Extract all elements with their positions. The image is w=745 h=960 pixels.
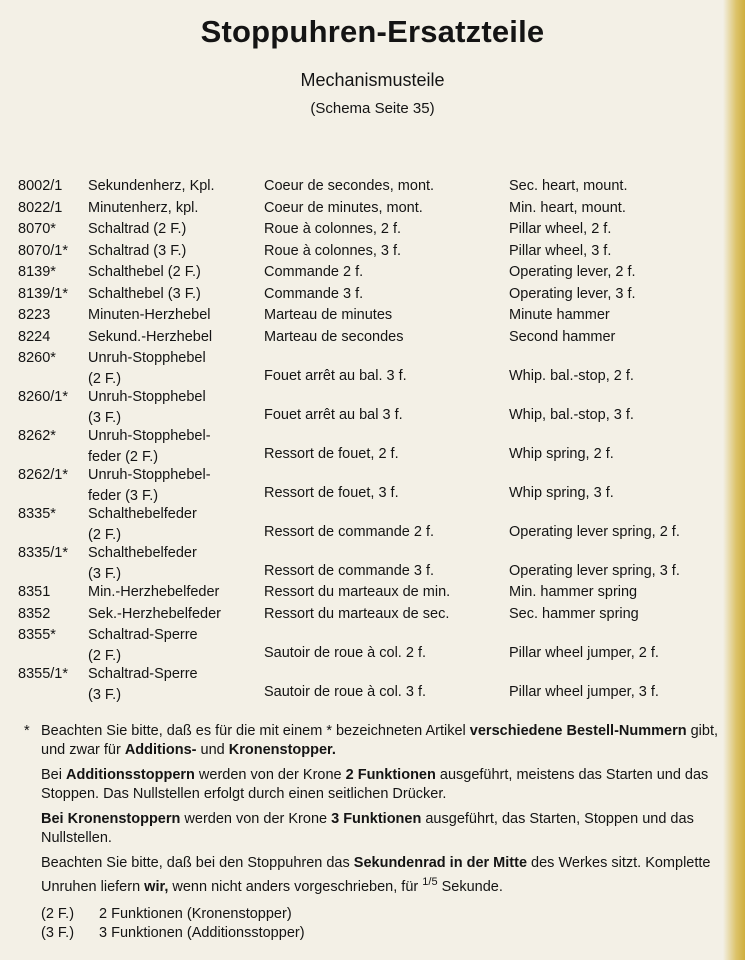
part-name-german-line-1: Schaltrad-Sperre xyxy=(88,666,198,682)
parts-row xyxy=(18,284,730,306)
part-name-german: Minuten-Herzhebel xyxy=(88,307,211,323)
part-name-german-line-1: Unruh-Stopphebel xyxy=(88,389,206,405)
note-1-text xyxy=(24,722,744,760)
part-name-german-line-1: Unruh-Stopphebel- xyxy=(88,467,211,483)
part-number: 8335* xyxy=(18,506,56,522)
note-2-part-c: werden von der Krone xyxy=(194,767,346,783)
note-2-part-a: Bei xyxy=(41,767,66,783)
part-name-german xyxy=(88,426,264,465)
part-name-english: Pillar wheel jumper, 2 f. xyxy=(509,645,659,661)
parts-table xyxy=(18,176,730,703)
note-4-bold-sekundenrad: Sekundenrad in der Mitte xyxy=(353,855,528,871)
part-number: 8262/1* xyxy=(18,467,68,483)
part-number: 8139/1* xyxy=(18,285,68,302)
part-name-german: Schalthebel (3 F.) xyxy=(88,285,201,302)
part-name-german-line-2: (3 F.) xyxy=(88,687,122,703)
note-1-part-c: gibt, und zwar für xyxy=(41,723,719,758)
note-4-part-e: wenn nicht anders vorgeschrieben, für xyxy=(168,878,423,895)
part-name-german xyxy=(88,387,264,426)
note-1-bold-order-numbers: verschiedene Bestell-Nummern xyxy=(469,723,687,739)
note-1-part-a: Beachten Sie bitte, daß es für die mit einem * bezeichneten Artikel xyxy=(41,723,470,739)
note-2-bold-additionsstoppern: Additionsstoppern xyxy=(66,767,195,783)
part-name-french: Roue à colonnes, 3 f. xyxy=(264,242,402,259)
part-name-german: Schaltrad (2 F.) xyxy=(88,221,187,237)
part-name-french: Sautoir de roue à col. 3 f. xyxy=(264,684,427,700)
legend-value: 3 Funktionen (Additionsstopper) xyxy=(99,924,305,941)
note-4-part-f: Sekunde. xyxy=(437,878,503,895)
part-name-english: Whip, bal.-stop, 3 f. xyxy=(509,407,634,423)
part-name-french: Coeur de secondes, mont. xyxy=(264,178,435,194)
parts-row xyxy=(18,664,730,703)
part-name-english: Operating lever, 2 f. xyxy=(509,264,636,280)
part-number: 8352 xyxy=(18,605,51,622)
part-name-german xyxy=(88,348,264,387)
parts-row xyxy=(18,543,730,582)
part-name-french: Ressort de commande 2 f. xyxy=(264,524,435,540)
note-4-part-c: des Werkes sitzt. Komplette Unruhen liefern xyxy=(41,855,711,895)
parts-row xyxy=(18,348,730,387)
parts-row xyxy=(18,582,730,604)
part-name-french: Ressort de commande 3 f. xyxy=(264,563,435,579)
part-name-french: Ressort du marteaux de sec. xyxy=(264,605,450,622)
part-name-french: Commande 3 f. xyxy=(264,285,364,302)
part-name-english: Sec. hammer spring xyxy=(509,605,639,622)
part-name-german: Sekund.-Herzhebel xyxy=(88,328,213,345)
part-name-english: Pillar wheel jumper, 3 f. xyxy=(509,684,659,700)
section-subtitle: Mechanismusteile xyxy=(300,70,445,90)
note-3-bold-3-funktionen: 3 Funktionen xyxy=(331,811,422,827)
function-legend xyxy=(24,905,744,943)
part-number: 8262* xyxy=(18,428,56,444)
parts-row xyxy=(18,604,730,626)
part-number: 8260* xyxy=(18,350,56,366)
part-name-german-line-1: Schalthebelfeder xyxy=(88,506,197,522)
part-number: 8223 xyxy=(18,307,51,323)
part-name-english: Min. hammer spring xyxy=(509,584,638,600)
part-name-german-line-1: Schaltrad-Sperre xyxy=(88,627,198,643)
part-name-german xyxy=(88,543,264,582)
part-name-french: Commande 2 f. xyxy=(264,264,364,280)
parts-row xyxy=(18,219,730,241)
parts-row xyxy=(18,198,730,220)
part-name-german-line-1: Schalthebelfeder xyxy=(88,545,197,561)
note-paragraph-4 xyxy=(24,854,744,897)
note-2-bold-2-funktionen: 2 Funktionen xyxy=(345,767,436,783)
part-name-english: Operating lever, 3 f. xyxy=(509,285,636,302)
parts-row xyxy=(18,625,730,664)
legend-value: 2 Funktionen (Kronenstopper) xyxy=(99,905,292,922)
part-name-german-line-2: (2 F.) xyxy=(88,371,122,387)
parts-row xyxy=(18,305,730,327)
part-name-german-line-2: feder (3 F.) xyxy=(88,488,159,504)
asterisk-marker: * xyxy=(24,723,30,739)
note-4-fraction: 1/5 xyxy=(422,876,438,888)
part-name-french: Fouet arrêt au bal. 3 f. xyxy=(264,368,407,384)
part-name-english: Pillar wheel, 2 f. xyxy=(509,221,612,237)
part-name-german xyxy=(88,625,264,664)
note-paragraph-2 xyxy=(24,766,744,804)
parts-row xyxy=(18,241,730,263)
part-name-german xyxy=(88,504,264,543)
part-number: 8351 xyxy=(18,584,51,600)
part-number: 8335/1* xyxy=(18,545,68,561)
note-3-part-d: ausgeführt, das Starten, Stoppen und das Nullstellen. xyxy=(41,811,694,846)
legend-row xyxy=(41,924,744,943)
parts-row xyxy=(18,262,730,284)
part-name-german-line-2: (3 F.) xyxy=(88,566,122,582)
part-name-german xyxy=(88,664,264,703)
part-number: 8022/1 xyxy=(18,199,63,216)
legend-key: (2 F.) xyxy=(41,905,75,922)
part-name-french: Coeur de minutes, mont. xyxy=(264,199,423,216)
note-paragraph-3 xyxy=(24,810,744,848)
part-name-english: Operating lever spring, 2 f. xyxy=(509,524,680,540)
note-3-bold-kronenstoppern: Bei Kronenstoppern xyxy=(41,811,181,827)
part-number: 8355/1* xyxy=(18,666,68,682)
part-name-english: Pillar wheel, 3 f. xyxy=(509,242,612,259)
part-number: 8355* xyxy=(18,627,56,643)
note-3-part-b: werden von der Krone xyxy=(180,811,332,827)
part-name-english: Whip spring, 3 f. xyxy=(509,485,614,501)
part-name-french: Sautoir de roue à col. 2 f. xyxy=(264,645,427,661)
part-name-german: Sekundenherz, Kpl. xyxy=(88,178,215,194)
note-4-part-a: Beachten Sie bitte, daß bei den Stoppuhren das xyxy=(41,855,354,871)
parts-row xyxy=(18,327,730,349)
part-name-french: Fouet arrêt au bal 3 f. xyxy=(264,407,403,423)
part-name-german: Min.-Herzhebelfeder xyxy=(88,584,220,600)
part-name-german-line-2: (3 F.) xyxy=(88,410,122,426)
part-name-english: Min. heart, mount. xyxy=(509,199,626,216)
part-number: 8139* xyxy=(18,264,56,280)
part-name-french: Ressort du marteaux de min. xyxy=(264,584,451,600)
part-name-english: Whip spring, 2 f. xyxy=(509,446,614,462)
part-name-german: Sek.-Herzhebelfeder xyxy=(88,605,221,622)
part-name-english: Operating lever spring, 3 f. xyxy=(509,563,680,579)
part-name-german xyxy=(88,465,264,504)
schema-reference: (Schema Seite 35) xyxy=(310,100,435,117)
part-name-english: Whip. bal.-stop, 2 f. xyxy=(509,368,634,384)
part-name-german-line-2: (2 F.) xyxy=(88,648,122,664)
legend-row xyxy=(41,905,744,924)
part-name-german-line-2: feder (2 F.) xyxy=(88,449,159,465)
note-1-part-e: und xyxy=(196,742,229,758)
part-name-english: Sec. heart, mount. xyxy=(509,178,628,194)
note-paragraph-1 xyxy=(24,722,744,760)
part-name-french: Ressort de fouet, 3 f. xyxy=(264,485,399,501)
parts-row xyxy=(18,504,730,543)
note-4-bold-wir: wir, xyxy=(144,878,169,895)
notes-section xyxy=(24,722,744,943)
part-number: 8002/1 xyxy=(18,178,63,194)
part-number: 8070* xyxy=(18,221,56,237)
parts-row xyxy=(18,426,730,465)
part-name-german: Schaltrad (3 F.) xyxy=(88,242,187,259)
part-name-german-line-1: Unruh-Stopphebel- xyxy=(88,428,211,444)
part-name-french: Marteau de secondes xyxy=(264,328,404,345)
parts-row xyxy=(18,176,730,198)
part-name-french: Ressort de fouet, 2 f. xyxy=(264,446,399,462)
parts-row xyxy=(18,465,730,504)
part-name-french: Marteau de minutes xyxy=(264,307,393,323)
part-name-french: Roue à colonnes, 2 f. xyxy=(264,221,402,237)
page-title: Stoppuhren-Ersatzteile xyxy=(200,14,545,49)
part-name-german: Minutenherz, kpl. xyxy=(88,199,199,216)
part-number: 8260/1* xyxy=(18,389,68,405)
part-name-english: Second hammer xyxy=(509,328,616,345)
part-name-german-line-2: (2 F.) xyxy=(88,527,122,543)
note-2-part-e: ausgeführt, meistens das Starten und das Stoppen. Das Nullstellen erfolgt durch einen seitlichen Drücker. xyxy=(41,767,709,802)
part-number: 8224 xyxy=(18,328,51,345)
part-number: 8070/1* xyxy=(18,242,68,259)
note-1-bold-additions: Additions- xyxy=(124,742,197,758)
note-1-bold-kronenstopper: Kronenstopper. xyxy=(228,742,336,758)
parts-row xyxy=(18,387,730,426)
legend-key: (3 F.) xyxy=(41,924,75,941)
part-name-german: Schalthebel (2 F.) xyxy=(88,264,201,280)
part-name-german-line-1: Unruh-Stopphebel xyxy=(88,350,206,366)
part-name-english: Minute hammer xyxy=(509,307,610,323)
